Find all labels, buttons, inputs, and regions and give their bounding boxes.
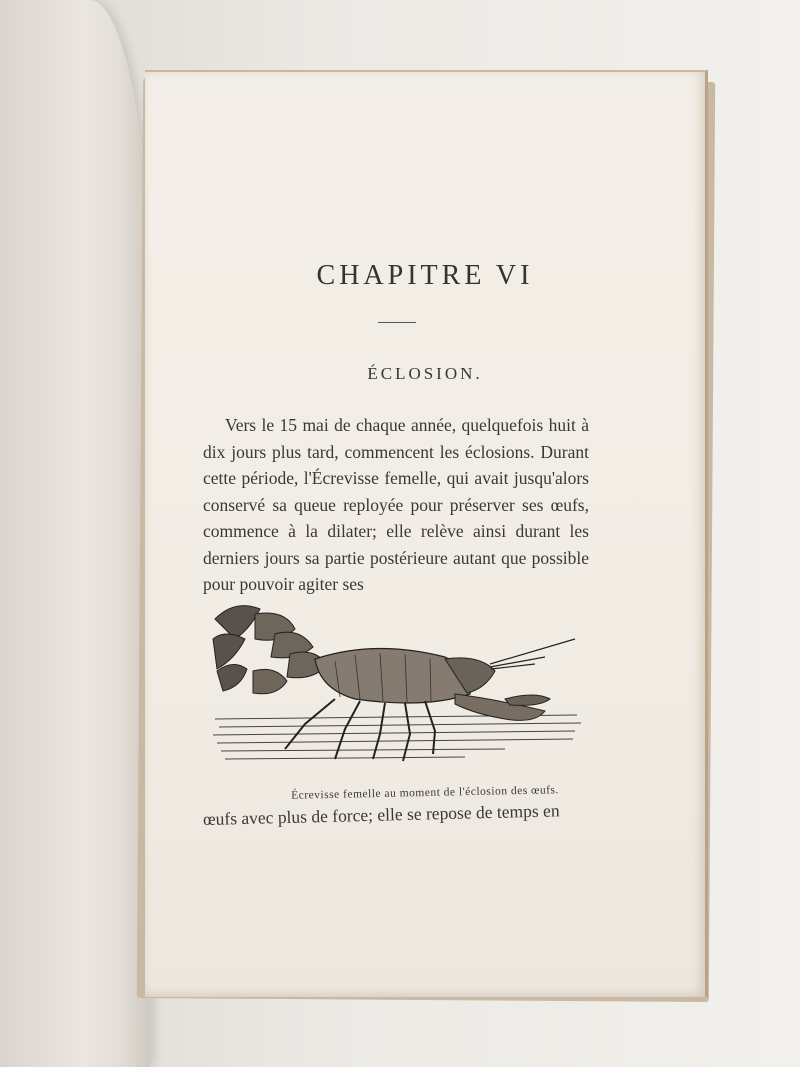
- figure-caption: Écrevisse femelle au moment de l'éclosion des œufs.: [291, 784, 559, 802]
- paragraph-text: Vers le 15 mai de chaque année, quelquefois huit à dix jours plus tard, commencent les éclosions. Durant cette période, l'Écrevisse femelle, qui avait jusqu'alors conservé sa queue reployée pour préserver ses œufs, commence à la dilater; elle relève ainsi durant les derniers jours sa partie postérieure autant que possible pour pouvoir agiter ses: [203, 415, 589, 594]
- crayfish-illustration: [205, 599, 587, 779]
- continuation-line: œufs avec plus de force; elle se repose de temps en: [202, 800, 560, 829]
- section-title: ÉCLOSION.: [367, 364, 483, 383]
- chapter-title: CHAPITRE VI: [316, 260, 534, 291]
- book-page: [145, 70, 708, 997]
- body-paragraph: [203, 412, 589, 598]
- left-page: [0, 0, 150, 1067]
- title-divider: [378, 322, 416, 323]
